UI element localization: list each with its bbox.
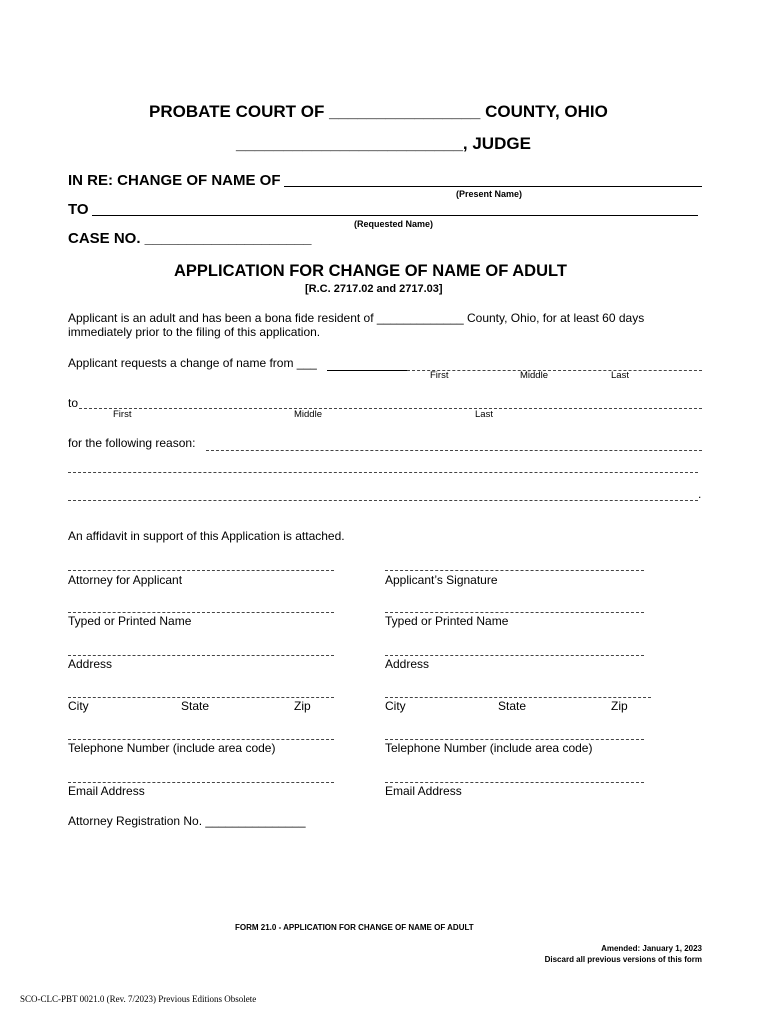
reason-field-line2[interactable]: [68, 472, 698, 473]
in-re-label: IN RE: CHANGE OF NAME OF: [68, 172, 281, 189]
requested-name-field[interactable]: [92, 215, 698, 216]
form-title-footer: FORM 21.0 - APPLICATION FOR CHANGE OF NAME OF ADULT: [235, 923, 474, 932]
residency-statement-line2: immediately prior to the filing of this application.: [68, 325, 321, 339]
attorney-email-field[interactable]: [68, 782, 334, 783]
form-code: SCO-CLC-PBT 0021.0 (Rev. 7/2023) Previous Editions Obsolete: [20, 994, 257, 1004]
affidavit-statement: An affidavit in support of this Application is attached.: [68, 529, 345, 543]
reason-label: for the following reason:: [68, 436, 196, 450]
applicant-zip-label: Zip: [611, 699, 628, 713]
attorney-printed-name-field[interactable]: [68, 612, 334, 613]
from-first-caption: First: [430, 370, 449, 381]
applicant-signature-label: Applicant’s Signature: [385, 573, 498, 587]
discard-notice: Discard all previous versions of this form: [544, 955, 702, 964]
attorney-address-field[interactable]: [68, 655, 334, 656]
from-name-underline: [327, 370, 407, 371]
applicant-phone-field[interactable]: [385, 739, 644, 740]
attorney-zip-label: Zip: [294, 699, 311, 713]
statute-reference: [R.C. 2717.02 and 2717.03]: [305, 283, 443, 295]
applicant-phone-label: Telephone Number (include area code): [385, 741, 593, 755]
applicant-email-label: Email Address: [385, 784, 462, 798]
attorney-phone-label: Telephone Number (include area code): [68, 741, 276, 755]
attorney-registration-field[interactable]: Attorney Registration No. _______________: [68, 814, 306, 828]
applicant-printed-name-field[interactable]: [385, 612, 644, 613]
reason-field-line1[interactable]: [206, 450, 702, 451]
document-title: APPLICATION FOR CHANGE OF NAME OF ADULT: [174, 262, 567, 280]
from-name-field[interactable]: [407, 370, 702, 371]
applicant-city-label: City: [385, 699, 406, 713]
from-middle-caption: Middle: [520, 370, 548, 381]
applicant-email-field[interactable]: [385, 782, 644, 783]
applicant-state-label: State: [498, 699, 527, 713]
applicant-signature-field[interactable]: [385, 570, 644, 571]
attorney-printed-name-label: Typed or Printed Name: [68, 614, 192, 628]
attorney-email-label: Email Address: [68, 784, 145, 798]
attorney-city-state-zip-field[interactable]: [68, 697, 334, 698]
request-to-label: to: [68, 396, 79, 410]
applicant-address-field[interactable]: [385, 655, 644, 656]
judge-line: ________________________, JUDGE: [236, 134, 531, 153]
attorney-phone-field[interactable]: [68, 739, 334, 740]
request-from-label: Applicant requests a change of name from ___: [68, 356, 317, 370]
present-name-caption: (Present Name): [456, 189, 523, 199]
residency-statement-line1: Applicant is an adult and has been a bona fide resident of _____________ County, Ohio, for at least 60 days: [68, 311, 645, 325]
attorney-signature-field[interactable]: [68, 570, 334, 571]
applicant-address-label: Address: [385, 657, 430, 671]
reason-period: .: [698, 487, 702, 501]
to-middle-caption: Middle: [294, 409, 322, 420]
case-number-field[interactable]: CASE NO. ____________________: [68, 230, 312, 247]
attorney-for-applicant-label: Attorney for Applicant: [68, 573, 183, 587]
amended-date: Amended: January 1, 2023: [601, 944, 702, 953]
attorney-city-label: City: [68, 699, 89, 713]
attorney-address-label: Address: [68, 657, 113, 671]
requested-name-caption: (Requested Name): [354, 219, 434, 229]
to-first-caption: First: [113, 409, 132, 420]
applicant-printed-name-label: Typed or Printed Name: [385, 614, 509, 628]
court-heading: PROBATE COURT OF ________________ COUNTY, OHIO: [149, 102, 608, 121]
reason-field-line3[interactable]: [68, 500, 698, 501]
present-name-field[interactable]: [284, 186, 702, 187]
to-label: TO: [68, 201, 89, 218]
applicant-city-state-zip-field[interactable]: [385, 697, 651, 698]
to-name-field[interactable]: [79, 408, 702, 409]
attorney-state-label: State: [181, 699, 210, 713]
from-last-caption: Last: [611, 370, 629, 381]
to-last-caption: Last: [475, 409, 493, 420]
